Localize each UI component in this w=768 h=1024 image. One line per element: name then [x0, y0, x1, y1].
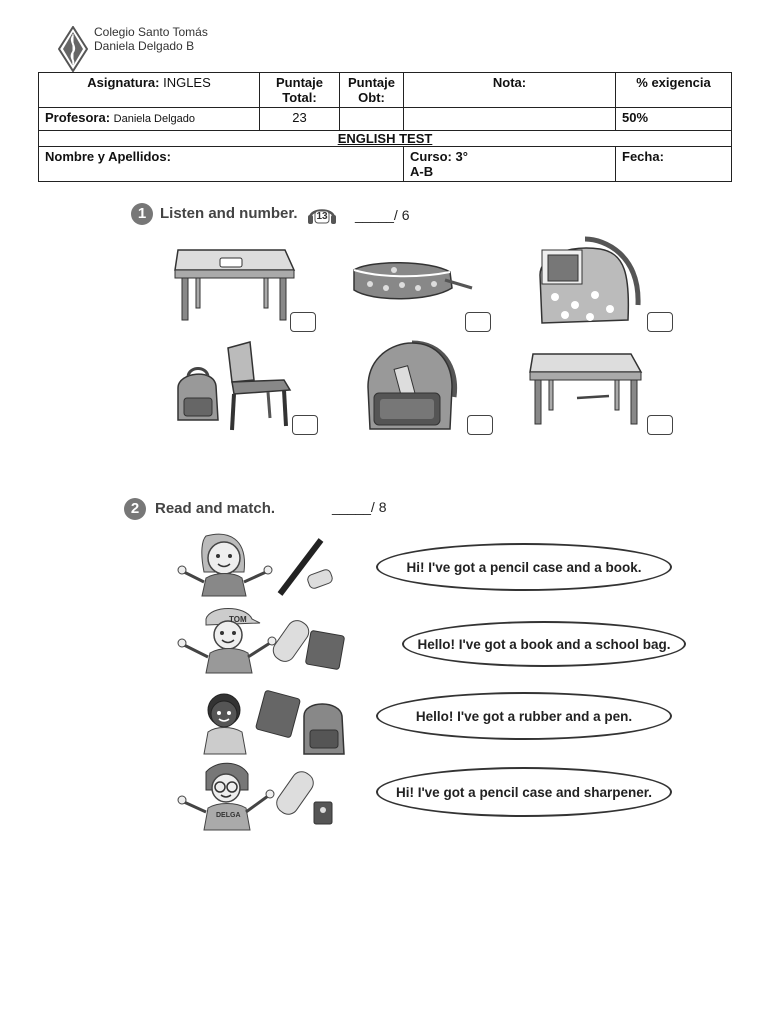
answer-box-3[interactable]: [647, 312, 673, 332]
cap-text: TOM: [229, 615, 247, 624]
puntaje-total-label: Puntaje Total:: [260, 73, 340, 108]
puntaje-obt-value[interactable]: [340, 108, 404, 131]
exercise1-score: _____/ 6: [355, 207, 410, 223]
answer-box-1[interactable]: [290, 312, 316, 332]
fecha-label: Fecha:: [616, 147, 732, 182]
table-with-rubber-picture: [170, 240, 300, 325]
school-name-line1: Colegio Santo Tomás: [94, 25, 208, 39]
speech-bubble-3[interactable]: Hello! I've got a rubber and a pen.: [376, 692, 672, 740]
asignatura-label: Asignatura:: [87, 75, 160, 90]
shirt-text: DELGA: [216, 812, 241, 819]
school-bag-with-ruler-picture: [362, 337, 462, 435]
audio-track-number: 13: [316, 211, 328, 222]
info-table: [38, 72, 732, 182]
exercise1-number: 1: [131, 203, 153, 225]
profesora-value: Daniela Delgado: [113, 113, 195, 125]
speech-bubble-4[interactable]: Hi! I've got a pencil case and sharpener.: [376, 767, 672, 817]
curso-cell: [404, 147, 616, 182]
answer-box-2[interactable]: [465, 312, 491, 332]
nombre-label: Nombre y Apellidos:: [39, 147, 404, 182]
speech-bubble-1[interactable]: Hi! I've got a pencil case and a book.: [376, 543, 672, 591]
asignatura-cell: [39, 73, 260, 108]
girl-with-pencil-case-and-sharpener-picture: [176, 760, 341, 832]
exigencia-value: 50%: [616, 108, 732, 131]
exercise2-title: Read and match.: [155, 500, 276, 517]
school-logo-icon: [58, 26, 88, 72]
open-school-bag-picture: [530, 235, 645, 330]
table-with-pencil-picture: [527, 348, 647, 428]
puntaje-total-value: 23: [260, 108, 340, 131]
boy-with-pencil-case-and-book-picture: [176, 605, 351, 675]
answer-box-5[interactable]: [467, 415, 493, 435]
school-bag-and-chair-picture: [172, 338, 297, 433]
exercise2-number: 2: [124, 498, 146, 520]
profesora-cell: [39, 108, 260, 131]
boy-with-book-and-school-bag-picture: [200, 686, 355, 756]
school-name: [94, 25, 208, 53]
asignatura-value: INGLES: [163, 75, 211, 90]
answer-box-4[interactable]: [292, 415, 318, 435]
school-name-line2: Daniela Delgado B: [94, 39, 195, 53]
puntaje-obt-label: Puntaje Obt:: [340, 73, 404, 108]
exercise2-score: _____/ 8: [332, 499, 387, 515]
girl-with-pen-and-rubber-picture: [176, 532, 341, 602]
nota-value[interactable]: [404, 108, 616, 131]
pencil-case-picture: [350, 258, 475, 308]
answer-box-6[interactable]: [647, 415, 673, 435]
exercise1-title: Listen and number.: [160, 205, 298, 222]
exigencia-label: % exigencia: [616, 73, 732, 108]
test-title: ENGLISH TEST: [39, 131, 732, 147]
nota-label: Nota:: [404, 73, 616, 108]
profesora-label: Profesora:: [45, 110, 111, 125]
speech-bubble-2[interactable]: Hello! I've got a book and a school bag.: [402, 621, 686, 667]
curso-value: A-B: [410, 164, 434, 179]
curso-label: Curso: 3°: [410, 149, 468, 164]
